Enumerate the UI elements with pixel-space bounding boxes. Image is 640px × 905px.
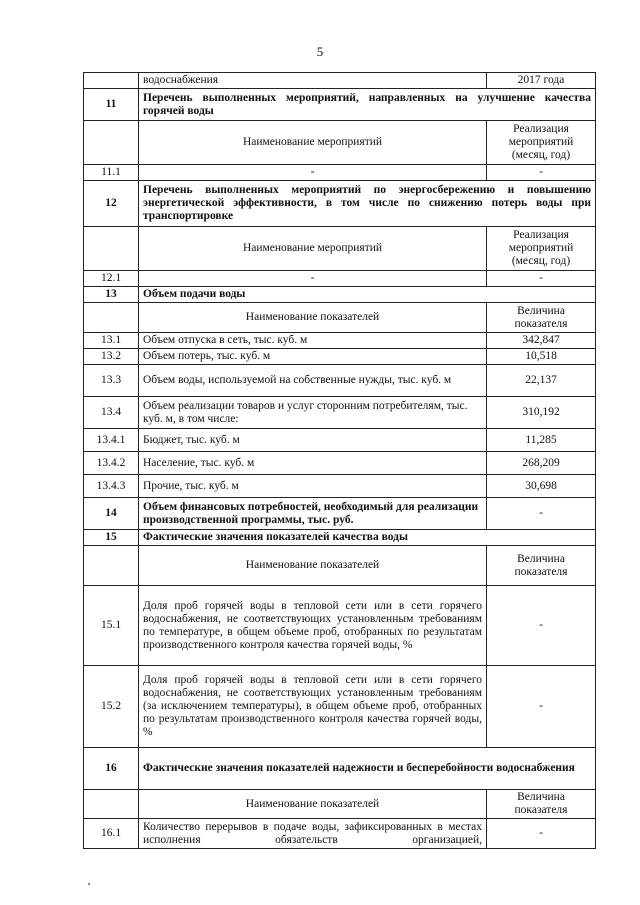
header-name: Наименование мероприятий (139, 121, 487, 165)
row-value: - (487, 165, 596, 181)
section-row (84, 181, 596, 227)
section-title: Фактические значения показателей качества воды (139, 530, 596, 546)
row-value: - (487, 271, 596, 287)
row-name: Бюджет, тыс. куб. м (139, 429, 487, 452)
header-value: Величина показателя (487, 790, 596, 819)
report-table (83, 72, 596, 849)
scan-dot (88, 883, 90, 885)
section-title: Объем финансовых потребностей, необходимый для реализации производственной программы, тыс. руб. (139, 498, 487, 530)
table-row (84, 452, 596, 475)
section-number: 13 (84, 287, 139, 303)
header-value: Реализация мероприятий (месяц, год) (487, 227, 596, 271)
row-value: - (487, 666, 596, 748)
table-row (84, 165, 596, 181)
row-value: 268,209 (487, 452, 596, 475)
section-title: Перечень выполненных мероприятий, направленных на улучшение качества горячей воды (139, 89, 596, 121)
section-title: Перечень выполненных мероприятий по энергосбережению и повышению энергетической эффективности, в том числе по снижению потерь воды при транспортировке (139, 181, 596, 227)
section-row (84, 498, 596, 530)
section-row (84, 530, 596, 546)
section-title: Фактические значения показателей надежности и бесперебойности водоснабжения (139, 748, 596, 790)
row-number: 15.2 (84, 666, 139, 748)
row-number: 13.2 (84, 349, 139, 365)
table-row (84, 429, 596, 452)
row-number: 13.4.1 (84, 429, 139, 452)
row-name: - (139, 165, 487, 181)
header-row (84, 790, 596, 819)
header-row (84, 227, 596, 271)
row-number: 13.1 (84, 333, 139, 349)
table-row (84, 586, 596, 666)
table-row (84, 475, 596, 498)
section-row (84, 748, 596, 790)
header-row (84, 303, 596, 333)
section-row (84, 89, 596, 121)
section-number: 16 (84, 748, 139, 790)
row-name: Доля проб горячей воды в тепловой сети или в сети горячего водоснабжения, не соответствующих установленным требованиям (за исключением температуры), в общем объеме проб, отобранных по результатам производственного контроля качества горячей воды, % (139, 666, 487, 748)
table-row (84, 333, 596, 349)
header-name: Наименование мероприятий (139, 227, 487, 271)
header-name: Наименование показателей (139, 303, 487, 333)
row-number: 16.1 (84, 819, 139, 849)
header-name: Наименование показателей (139, 546, 487, 586)
row-number: 13.4 (84, 397, 139, 429)
section-row (84, 287, 596, 303)
header-name: Наименование показателей (139, 790, 487, 819)
section-value: - (487, 498, 596, 530)
row-value: 310,192 (487, 397, 596, 429)
row-text: водоснабжения (139, 73, 487, 89)
page-number: 5 (316, 44, 324, 59)
row-value: - (487, 819, 596, 849)
row-name: Объем отпуска в сеть, тыс. куб. м (139, 333, 487, 349)
row-value: 11,285 (487, 429, 596, 452)
row-name: Население, тыс. куб. м (139, 452, 487, 475)
header-value: Величина показателя (487, 546, 596, 586)
section-number: 14 (84, 498, 139, 530)
row-name: - (139, 271, 487, 287)
table-row (84, 666, 596, 748)
row-number: 13.4.2 (84, 452, 139, 475)
row-number: 13.4.3 (84, 475, 139, 498)
table-row (84, 271, 596, 287)
header-row (84, 121, 596, 165)
table-row (84, 73, 596, 89)
table-row (84, 349, 596, 365)
header-row (84, 546, 596, 586)
header-value: Реализация мероприятий (месяц, год) (487, 121, 596, 165)
table-row (84, 397, 596, 429)
section-number: 12 (84, 181, 139, 227)
row-value: - (487, 586, 596, 666)
header-value: Величина показателя (487, 303, 596, 333)
row-value: 22,137 (487, 365, 596, 397)
table-row (84, 365, 596, 397)
row-number: 11.1 (84, 165, 139, 181)
row-name: Прочие, тыс. куб. м (139, 475, 487, 498)
row-number: 15.1 (84, 586, 139, 666)
row-number: 12.1 (84, 271, 139, 287)
section-title: Объем подачи воды (139, 287, 596, 303)
row-name: Количество перерывов в подаче воды, зафиксированных в местах исполнения обязательств организацией, (139, 819, 487, 849)
row-value: 342,847 (487, 333, 596, 349)
row-value: 2017 года (487, 73, 596, 89)
row-name: Объем реализации товаров и услуг сторонним потребителям, тыс. куб. м, в том числе: (139, 397, 487, 429)
row-value: 30,698 (487, 475, 596, 498)
row-name: Доля проб горячей воды в тепловой сети или в сети горячего водоснабжения, не соответствующих установленным требованиям по температуре, в общем объеме проб, отобранных по результатам производственного контроля качества горячей воды, % (139, 586, 487, 666)
row-value: 10,518 (487, 349, 596, 365)
section-number: 11 (84, 89, 139, 121)
row-number: 13.3 (84, 365, 139, 397)
section-number: 15 (84, 530, 139, 546)
row-name: Объем воды, используемой на собственные нужды, тыс. куб. м (139, 365, 487, 397)
table-row (84, 819, 596, 849)
row-name: Объем потерь, тыс. куб. м (139, 349, 487, 365)
